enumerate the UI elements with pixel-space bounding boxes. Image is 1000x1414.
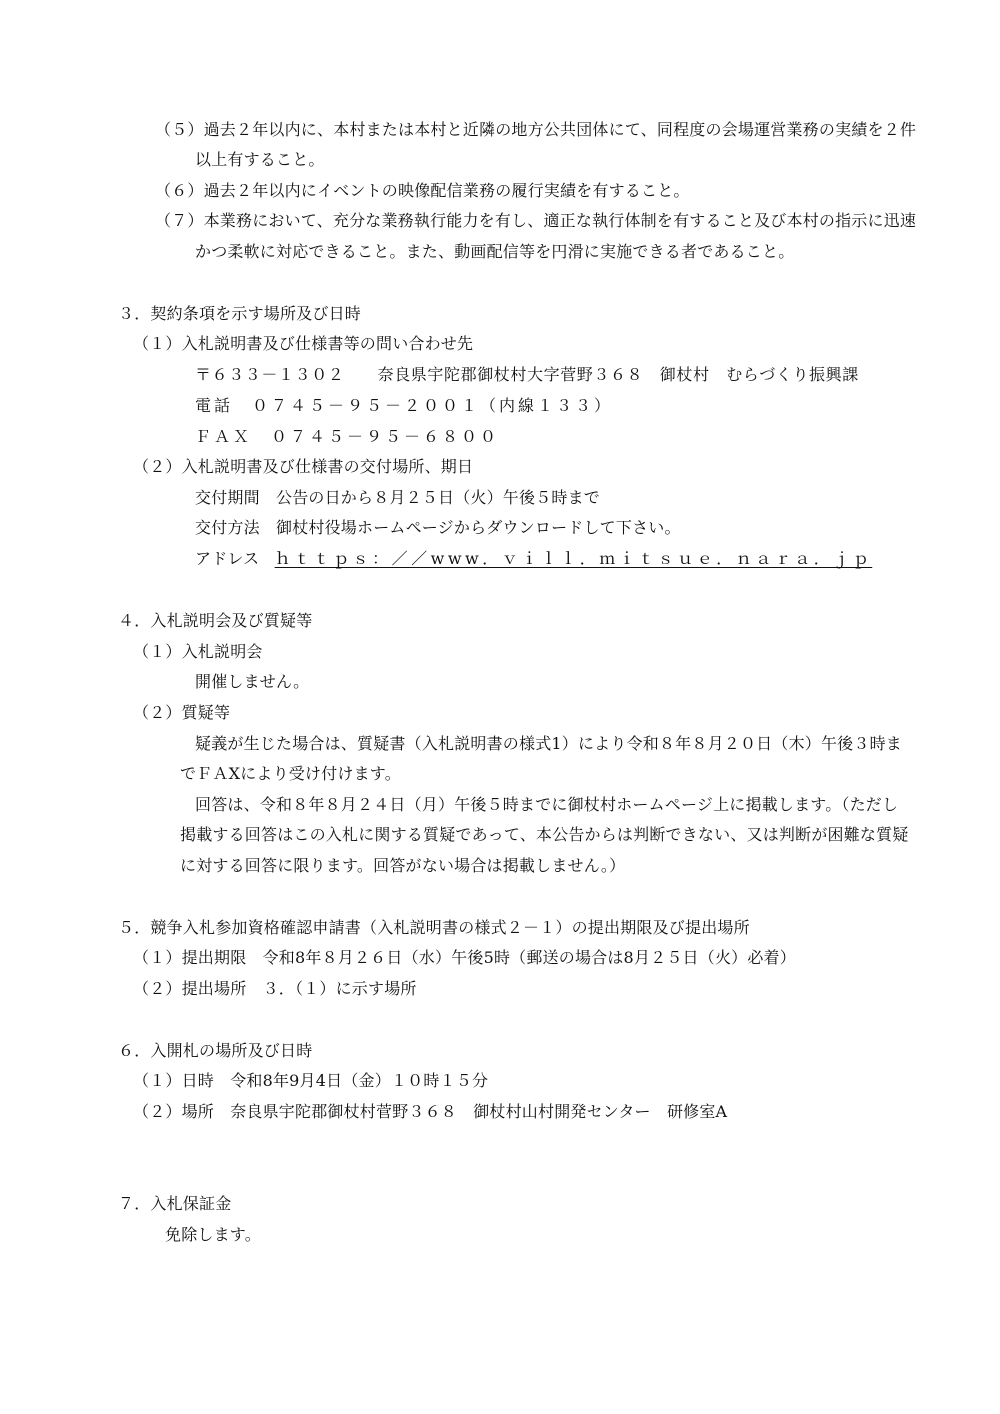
req-item-6: （６）過去２年以内にイベントの映像配信業務の履行実績を有すること。 xyxy=(155,181,690,200)
section-5-sub2: （２）提出場所 ３．（１）に示す場所 xyxy=(133,979,417,998)
section-6-sub2: （２）場所 奈良県宇陀郡御杖村菅野３６８ 御杖村山村開発センター 研修室A xyxy=(133,1102,728,1121)
contact-address: 〒６３３－１３０２ 奈良県宇陀郡御杖村大字菅野３６８ 御杖村 むらづくり振興課 xyxy=(195,365,859,384)
section-6-sub1: （１）日時 令和8年9月4日（金）１０時１５分 xyxy=(133,1071,489,1090)
address-row xyxy=(195,549,872,569)
section-5-heading: ５．競争入札参加資格確認申請書（入札説明書の様式２－１）の提出期限及び提出場所 xyxy=(118,918,750,937)
section-4-heading: ４．入札説明会及び質疑等 xyxy=(118,611,313,630)
briefing-none-text: 開催しません。 xyxy=(195,672,310,691)
contact-phone: 電話 ０７４５－９５－２００１（内線１３３） xyxy=(195,396,614,415)
section-5-sub1: （１）提出期限 令和8年８月２６日（水）午後5時（郵送の場合は8月２５日（火）必着） xyxy=(133,948,796,967)
section-3-sub1: （１）入札説明書及び仕様書等の問い合わせ先 xyxy=(133,334,474,353)
website-link[interactable]: ｈｔｔｐｓ：／／www．ｖｉｌｌ．ｍｉｔｓｕｅ．ｎａｒａ．ｊｐ xyxy=(274,549,873,568)
address-label: アドレス xyxy=(195,549,260,568)
contact-fax: ＦＡＸ ０７４５－９５－６８００ xyxy=(195,427,500,446)
section-7-text: 免除します。 xyxy=(165,1225,261,1244)
delivery-method: 交付方法 御杖村役場ホームページからダウンロードして下さい。 xyxy=(195,518,681,537)
section-6-heading: ６．入開札の場所及び日時 xyxy=(118,1041,313,1060)
question-para1-line2: でＦＡXにより受け付けます。 xyxy=(180,764,401,783)
section-4-sub2: （２）質疑等 xyxy=(133,703,231,722)
req-item-7-line2: かつ柔軟に対応できること。また、動画配信等を円滑に実施できる者であること。 xyxy=(195,242,795,261)
delivery-period: 交付期間 公告の日から８月２５日（火）午後５時まで xyxy=(195,488,601,507)
section-3-sub2: （２）入札説明書及び仕様書の交付場所、期日 xyxy=(133,457,474,476)
req-item-5-line2: 以上有すること。 xyxy=(195,150,325,169)
section-7-heading: ７．入札保証金 xyxy=(118,1194,232,1213)
answer-para-line1: 回答は、令和８年８月２４日（月）午後５時までに御杖村ホームページ上に掲載します。（ただし xyxy=(195,795,899,814)
answer-para-line3: に対する回答に限ります。回答がない場合は掲載しません。） xyxy=(180,856,626,875)
section-4-sub1: （１）入札説明会 xyxy=(133,642,263,661)
question-para1-line1: 疑義が生じた場合は、質疑書（入札説明書の様式1）により令和８年８月２０日（木）午後３時ま xyxy=(195,734,902,753)
req-item-7-line1: （７）本業務において、充分な業務執行能力を有し、適正な執行体制を有すること及び本村の指示に迅速 xyxy=(155,211,917,230)
answer-para-line2: 掲載する回答はこの入札に関する質疑であって、本公告からは判断できない、又は判断が困難な質疑 xyxy=(180,825,909,844)
req-item-5-line1: （５）過去２年以内に、本村または本村と近隣の地方公共団体にて、同程度の会場運営業務の実績を２件 xyxy=(155,120,917,139)
section-3-heading: ３．契約条項を示す場所及び日時 xyxy=(118,304,362,323)
